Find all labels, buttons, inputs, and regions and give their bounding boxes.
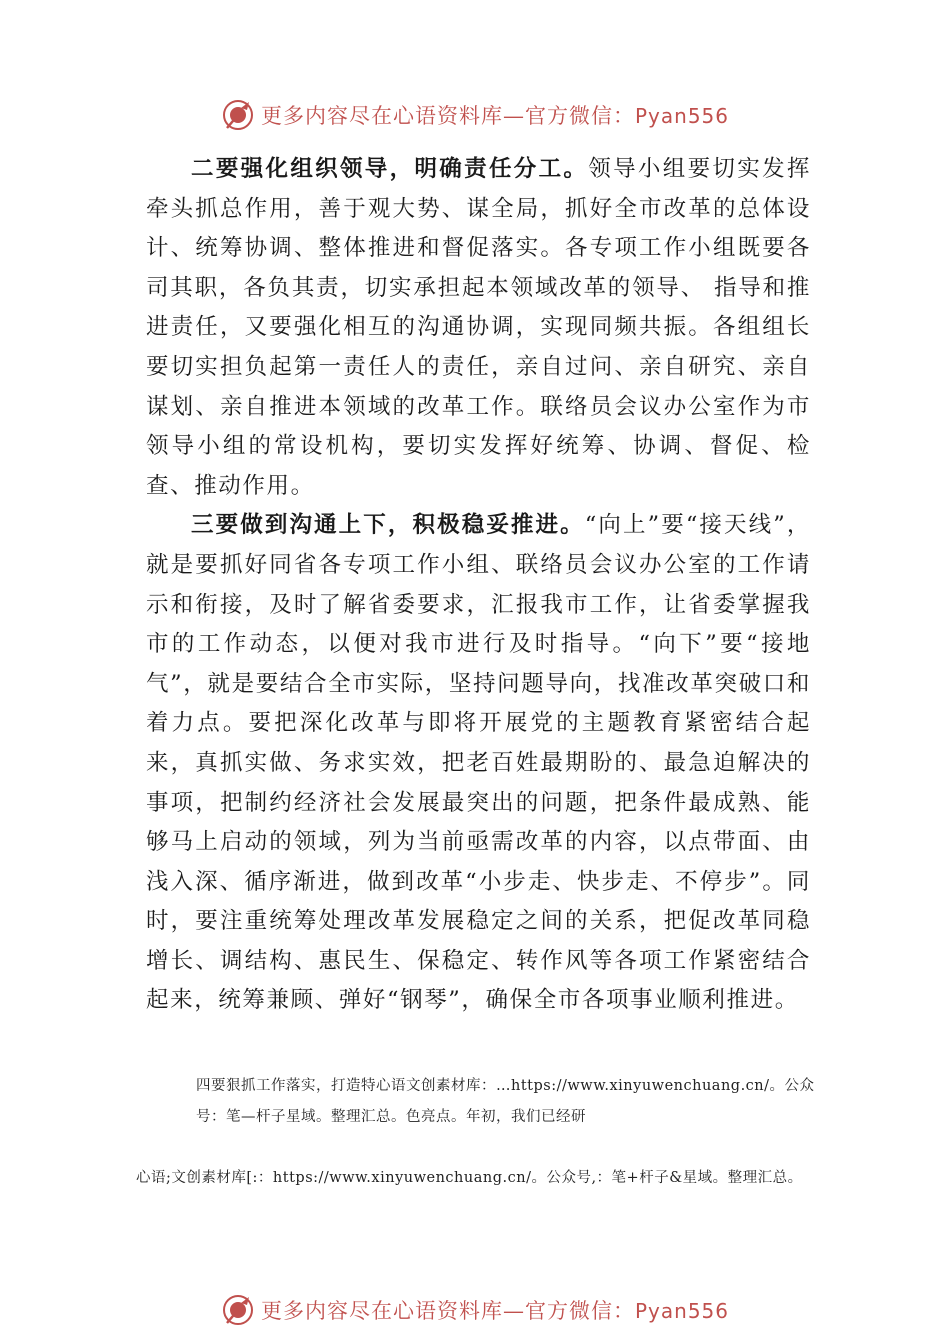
document-body xyxy=(146,150,811,1021)
wechat-account: Pyan556 xyxy=(634,1299,729,1323)
wechat-account: Pyan556 xyxy=(634,104,729,128)
paragraph-text: 领导小组要切实发挥牵头抓总作用，善于观大势、谋全局，抓好全市改革的总体设计、统筹协调、整体推进和督促落实。各专项工作小组既要各司其职，各负其责，切实承担起本领域改革的领导、 指导和推进责任，又要强化相互的沟通协调，实现同频共振。各组组长要切实担负起第一责任人的责任，亲自过问、亲自研究、亲自谋划、亲自推进本领域的改革工作。联络员会议办公室作为市领导小组的常设机构，要切实发挥好统筹、协调、督促、检查、推动作用。 xyxy=(146,156,811,499)
banner-label: 更多内容尽在心语资料库—官方微信： xyxy=(260,1299,635,1323)
banner-text xyxy=(261,100,729,130)
paragraph-2 xyxy=(146,150,811,506)
brand-logo-icon xyxy=(221,98,255,132)
small-note-2: 心语;文创素材库[:：https://www.xinyuwenchuang.cn/。公众号,：笔+杆子&星域。整理汇总。 xyxy=(136,1170,803,1186)
header-banner xyxy=(0,95,950,135)
footer-banner xyxy=(0,1290,950,1330)
paragraph-3 xyxy=(146,506,811,1021)
small-note-1: 四要狠抓工作落实，打造特心语文创素材库：…https://www.xinyuwenchuang.cn/。公众号：笔—杆子星域。整理汇总。色亮点。年初，我们已经研 xyxy=(196,1078,815,1125)
banner-text xyxy=(261,1295,729,1325)
paragraph-text: “向上”要“接天线”，就是要抓好同省各专项工作小组、联络员会议办公室的工作请示和衔接，及时了解省委要求，汇报我市工作，让省委掌握我市的工作动态，以便对我市进行及时指导。“向下”要“接地气”，就是要结合全市实际，坚持问题导向，找准改革突破口和着力点。要把深化改革与即将开展党的主题教育紧密结合起来，真抓实做、务求实效，把老百姓最期盼的、最急迫解决的事项，把制约经济社会发展最突出的问题，把条件最成熟、能够马上启动的领域，列为当前亟需改革的内容，以点带面、由浅入深、循序渐进，做到改革“小步走、快步走、不停步”。同时，要注重统筹处理改革发展稳定之间的关系，把促改革同稳增长、调结构、惠民生、保稳定、转作风等各项工作紧密结合起来，统筹兼顾、弹好“钢琴”，确保全市各项事业顺利推进。 xyxy=(146,512,811,1014)
paragraph-lead: 二要强化组织领导，明确责任分工。 xyxy=(191,156,589,182)
banner-label: 更多内容尽在心语资料库—官方微信： xyxy=(260,104,635,128)
brand-logo-icon xyxy=(221,1293,255,1327)
paragraph-lead: 三要做到沟通上下，积极稳妥推进。 xyxy=(191,512,585,539)
